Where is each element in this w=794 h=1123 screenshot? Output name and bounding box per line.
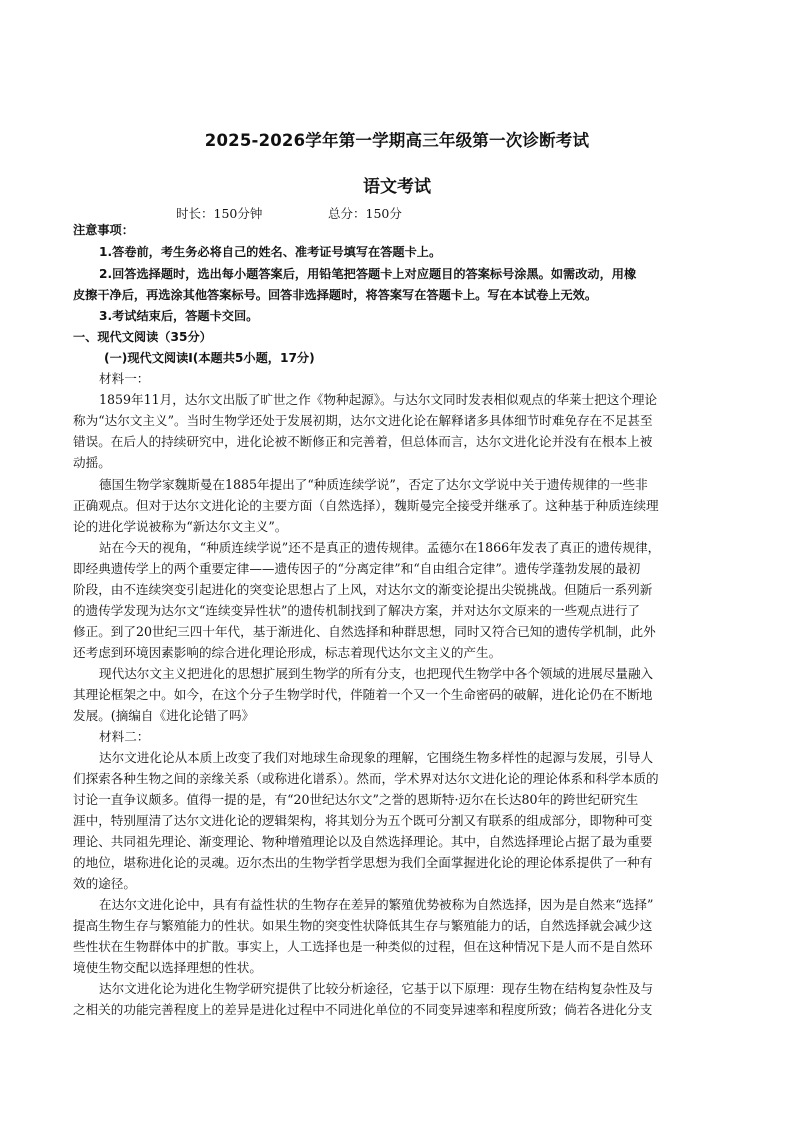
- body-line: 之相关的功能完善程度上的差异是进化过程中不同进化单位的不同变异速率和程度所致；倘若各进化分支: [73, 1002, 653, 1017]
- body-line: 错误。在后人的持续研究中，进化论被不断修正和完善着，但总体而言，达尔文进化论并没有在根本上被: [73, 434, 653, 449]
- exam-title: 2025-2026学年第一学期高三年级第一次诊断考试: [204, 131, 590, 150]
- body-line: 称为“达尔文主义”。当时生物学还处于发展初期，达尔文进化论在解释诸多具体细节时难免存在不足甚至: [73, 413, 653, 428]
- body-line: 即经典遗传学上的两个重要定律——遗传因子的“分离定律”和“自由组合定律”。遗传学蓬勃发展的最初: [73, 561, 641, 576]
- body-line: 德国生物学家魏斯曼在1885年提出了“种质连续学说”，否定了达尔文学说中关于遗传规律的一些非: [99, 477, 648, 492]
- body-line: 达尔文进化论为进化生物学研究提供了比较分析途径，它基于以下原理：现存生物在结构复杂性及与: [99, 981, 654, 996]
- body-line: 理论、共同祖先理论、渐变理论、物种增殖理论以及自然选择理论。其中，自然选择理论占据了最为重要: [73, 834, 653, 849]
- body-line: 正确观点。但对于达尔文进化论的主要方面（自然选择），魏斯曼完全接受并继承了。这种基于种质连续理: [73, 498, 659, 513]
- body-line: 现代达尔文主义把进化的思想扩展到生物学的所有分支，也把现代生物学中各个领域的进展尽量融入: [99, 666, 654, 681]
- notice-item-3: 3.考试结束后，答题卡交回。: [99, 309, 259, 323]
- notice-item-2-cont: 皮擦干净后，再选涂其他答案标号。回答非选择题时，将答案写在答题卡上。写在本试卷上无效。: [73, 288, 598, 302]
- exam-subject: 语文考试: [363, 177, 431, 197]
- body-line: 其理论框架之中。如今，在这个分子生物学时代，伴随着一个又一个生命密码的破解，进化论仍在不断地: [73, 687, 653, 702]
- notice-heading: 注意事项：: [73, 223, 134, 237]
- body-line: 涯中，特别厘清了达尔文进化论的逻辑架构，将其划分为五个既可分割又有联系的组成部分，即物种可变: [73, 813, 653, 828]
- body-line: 动摇。: [73, 455, 111, 470]
- exam-duration: 时长：150分钟: [176, 206, 263, 221]
- body-line: 材料一：: [99, 371, 150, 386]
- notice-item-1: 1.答卷前，考生务必将自己的姓名、准考证号填写在答题卡上。: [99, 245, 442, 259]
- body-line: 些性状在生物群体中的扩散。事实上，人工选择也是一种类似的过程，但在这种情况下是人而不是自然环: [73, 939, 653, 954]
- body-line: 在达尔文进化论中，具有有益性状的生物存在差异的繁殖优势被称为自然选择，因为是自然来“选择”: [99, 897, 654, 912]
- body-line: 1859年11月，达尔文出版了旷世之作《物种起源》。与达尔文同时发表相似观点的华莱士把这个理论: [99, 392, 658, 407]
- body-line: 的遗传学发现为达尔文“连续变异性状”的遗传机制找到了解决方案，并对达尔文原来的一些观点进行了: [73, 603, 641, 618]
- body-line: 站在今天的视角，“种质连续学说”还不是真正的遗传规律。孟德尔在1866年发表了真正的遗传规律，: [99, 540, 661, 555]
- body-line: 论的进化学说被称为“新达尔文主义”。: [73, 519, 288, 534]
- body-line: 还考虑到环境因素影响的综合进化理论形成，标志着现代达尔文主义的产生。: [73, 645, 502, 660]
- body-line: 修正。到了20世纪三四十年代，基于渐进化、自然选择和种群思想，同时又符合已知的遗传学机制，此外: [73, 624, 656, 639]
- subsection-heading: (一)现代文阅读Ⅰ(本题共5小题，17分): [104, 351, 315, 365]
- body-line: 效的途径。: [73, 876, 136, 891]
- body-line: 的地位，堪称进化论的灵魂。迈尔杰出的生物学哲学思想为我们全面掌握进化论的理论体系提供了一种有: [73, 855, 653, 870]
- body-line: 们探索各种生物之间的亲缘关系（或称进化谱系）。然而，学术界对达尔文进化论的理论体系和科学本质的: [73, 771, 659, 786]
- body-line: 材料二：: [99, 729, 150, 744]
- section-heading: 一、现代文阅读（35分）: [73, 330, 212, 344]
- notice-item-2: 2.回答选择题时，选出每小题答案后，用铅笔把答题卡上对应题目的答案标号涂黑。如需改动，用橡: [99, 267, 637, 281]
- body-line: 阶段，由不连续突变引起进化的突变论思想占了上风，对达尔文的渐变论提出尖锐挑战。但随后一系列新: [73, 582, 653, 597]
- exam-total-score: 总分：150分: [328, 206, 402, 221]
- body-line: 达尔文进化论从本质上改变了我们对地球生命现象的理解，它围绕生物多样性的起源与发展，引导人: [99, 750, 654, 765]
- body-line: 发展。(摘编自《进化论错了吗》: [73, 708, 255, 723]
- body-line: 境使生物交配以选择理想的性状。: [73, 960, 262, 975]
- body-line: 提高生物生存与繁殖能力的性状。如果生物的突变性状降低其生存与繁殖能力的话，自然选择就会减少这: [73, 918, 653, 933]
- body-line: 讨论一直争议颇多。值得一提的是，有“20世纪达尔文”之誉的恩斯特·迈尔在长达80年的跨世纪研究生: [73, 792, 639, 807]
